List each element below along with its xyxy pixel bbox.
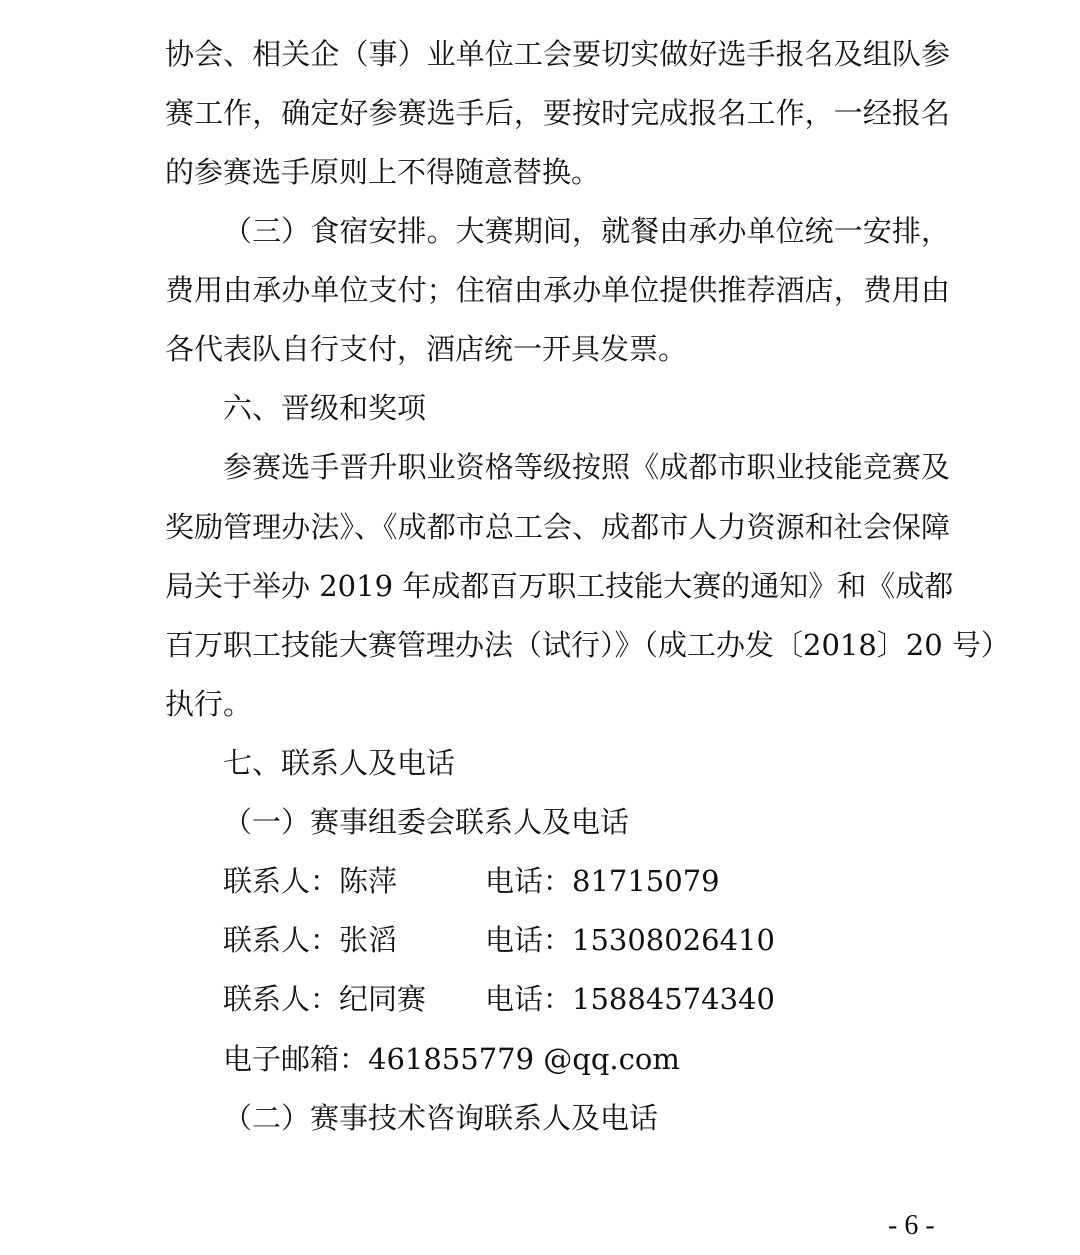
- paragraph-line: 局关于举办 2019 年成都百万职工技能大赛的通知》和《成都: [165, 569, 954, 603]
- contact-name: 联系人：陈萍: [223, 864, 398, 898]
- paragraph-line: 参赛选手晋升职业资格等级按照《成都市职业技能竞赛及: [223, 450, 950, 484]
- section-heading: 六、晋级和奖项: [223, 391, 427, 425]
- section-heading: 七、联系人及电话: [223, 746, 456, 780]
- subsection-heading: （二）赛事技术咨询联系人及电话: [223, 1101, 659, 1135]
- page-number: - 6 -: [888, 1210, 935, 1241]
- email-address: 电子邮箱：461855779 @qq.com: [223, 1042, 680, 1076]
- paragraph-line: （三）食宿安排。大赛期间，就餐由承办单位统一安排，: [223, 214, 950, 248]
- contact-name: 联系人：纪同赛: [223, 982, 427, 1016]
- paragraph-line: 的参赛选手原则上不得随意替换。: [165, 155, 601, 189]
- contact-phone: 电话：15884574340: [485, 982, 775, 1016]
- paragraph-line: 费用由承办单位支付；住宿由承办单位提供推荐酒店，费用由: [165, 273, 950, 307]
- paragraph-line: 赛工作，确定好参赛选手后，要按时完成报名工作，一经报名: [165, 96, 950, 130]
- contact-phone: 电话：15308026410: [485, 923, 775, 957]
- paragraph-line: 奖励管理办法》、《成都市总工会、成都市人力资源和社会保障: [165, 510, 950, 544]
- contact-phone: 电话：81715079: [485, 864, 720, 898]
- paragraph-line: 执行。: [165, 687, 253, 721]
- paragraph-line: 各代表队自行支付，酒店统一开具发票。: [165, 332, 688, 366]
- subsection-heading: （一）赛事组委会联系人及电话: [223, 805, 630, 839]
- contact-name: 联系人：张滔: [223, 923, 398, 957]
- paragraph-line: 百万职工技能大赛管理办法（试行）》（成工办发〔2018〕20 号）: [165, 628, 1010, 662]
- paragraph-line: 协会、相关企（事）业单位工会要切实做好选手报名及组队参: [165, 37, 950, 71]
